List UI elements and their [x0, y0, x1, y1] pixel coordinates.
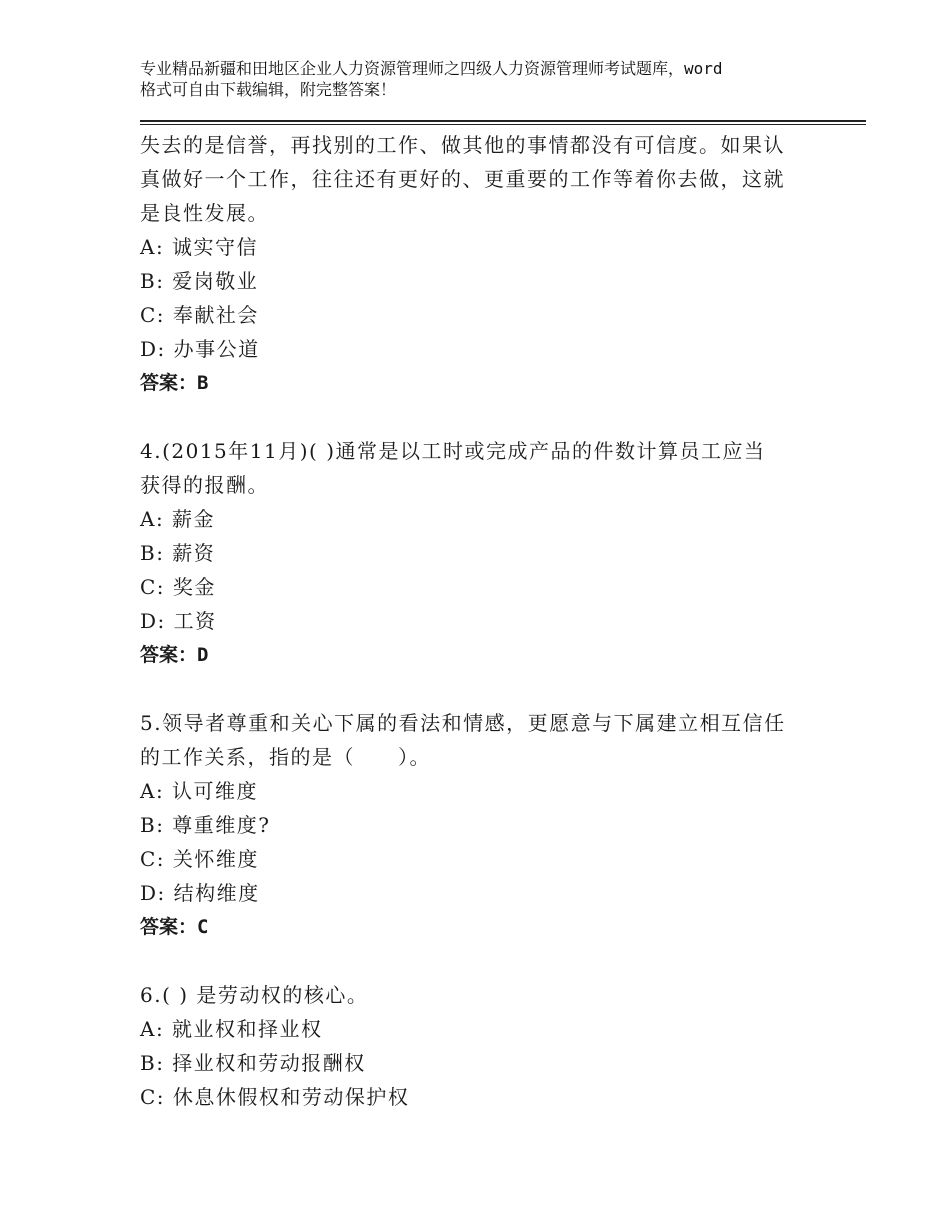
header-line-2: 格式可自由下载编辑，附完整答案！ — [140, 80, 397, 99]
option-c: C: 休息休假权和劳动保护权 — [140, 1085, 410, 1109]
option-d: D: 结构维度 — [140, 881, 260, 905]
header-divider-thin — [140, 124, 866, 125]
question-3-continued — [140, 128, 800, 400]
spacer — [140, 944, 800, 978]
question-text-line: 是良性发展。 — [140, 201, 269, 225]
option-d: D: 工资 — [140, 609, 217, 633]
option-a: A: 就业权和择业权 — [140, 1017, 323, 1041]
option-c: C: 奖金 — [140, 575, 216, 599]
option-b: B: 薪资 — [140, 541, 216, 565]
option-a: A: 认可维度 — [140, 779, 259, 803]
answer-line: 答案：B — [140, 372, 209, 394]
spacer — [140, 400, 800, 434]
header-divider-thick — [140, 120, 866, 122]
question-text-line: 5.领导者尊重和关心下属的看法和情感，更愿意与下属建立相互信任 — [140, 711, 786, 735]
document-header — [140, 58, 840, 100]
question-list — [140, 128, 800, 1114]
question-text-line: 6.( ) 是劳动权的核心。 — [140, 983, 369, 1007]
question-text-line: 获得的报酬。 — [140, 473, 269, 497]
question-text-line: 失去的是信誉，再找别的工作、做其他的事情都没有可信度。如果认 — [140, 133, 785, 157]
question-text-line: 的工作关系，指的是（ ）。 — [140, 745, 431, 769]
option-a: A: 薪金 — [140, 507, 216, 531]
option-d: D: 办事公道 — [140, 337, 260, 361]
question-text-line: 真做好一个工作，往往还有更好的、更重要的工作等着你去做，这就 — [140, 167, 785, 191]
spacer — [140, 672, 800, 706]
option-c: C: 关怀维度 — [140, 847, 259, 871]
answer-line: 答案：C — [140, 916, 209, 938]
header-line-1: 专业精品新疆和田地区企业人力资源管理师之四级人力资源管理师考试题库，word — [140, 59, 723, 78]
option-b: B: 择业权和劳动报酬权 — [140, 1051, 366, 1075]
question-5 — [140, 706, 800, 944]
question-4 — [140, 434, 800, 672]
answer-line: 答案：D — [140, 644, 209, 666]
option-a: A: 诚实守信 — [140, 235, 259, 259]
option-b: B: 尊重维度? — [140, 813, 271, 837]
option-b: B: 爱岗敬业 — [140, 269, 259, 293]
question-6 — [140, 978, 800, 1114]
option-c: C: 奉献社会 — [140, 303, 259, 327]
question-text-line: 4.(2015年11月)( )通常是以工时或完成产品的件数计算员工应当 — [140, 439, 766, 463]
